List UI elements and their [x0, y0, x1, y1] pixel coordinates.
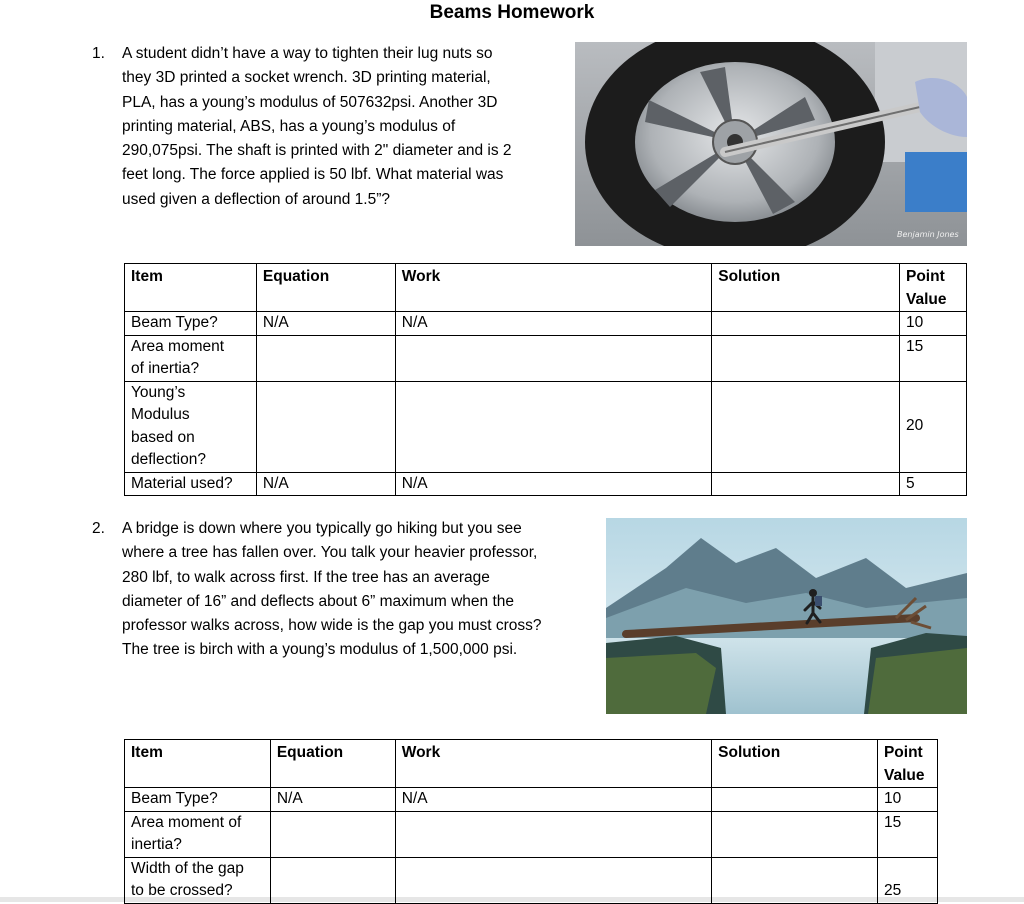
question-1-line: printing material, ABS, has a young’s modulus of [122, 117, 456, 135]
table-row [125, 472, 967, 496]
question-2-number: 2. [92, 520, 105, 537]
question-1 [92, 42, 572, 212]
cell-item [125, 335, 257, 381]
cell-item-line: Modulus [131, 406, 190, 423]
log-bridge-illustration [606, 518, 967, 714]
question-2-line: 280 lbf, to walk across first. If the tree has an average [122, 568, 490, 586]
header-work: Work [395, 264, 711, 312]
header-work: Work [395, 740, 711, 788]
table-header-row [125, 740, 938, 788]
table-1 [124, 263, 967, 496]
log-bridge-hiker-photo [606, 518, 967, 714]
cell-item-line: based on [131, 428, 195, 446]
cell-solution[interactable] [712, 335, 900, 381]
cell-work[interactable]: N/A [395, 788, 711, 812]
header-point-value [877, 740, 937, 788]
cell-solution[interactable] [712, 312, 900, 336]
cell-points: 20 [900, 381, 967, 472]
cell-work[interactable]: N/A [395, 472, 711, 496]
cell-item-line: Area moment of [131, 813, 242, 831]
table-row [125, 312, 967, 336]
cell-points: 10 [877, 788, 937, 812]
header-point-line: Point [883, 744, 923, 761]
cell-work[interactable] [395, 381, 711, 472]
cell-item [125, 381, 257, 472]
table-2 [124, 739, 938, 904]
cell-item: Beam Type? [125, 788, 271, 812]
question-1-line: they 3D printed a socket wrench. 3D printing material, [122, 69, 491, 87]
cell-solution[interactable] [712, 472, 900, 496]
cell-equation[interactable] [256, 381, 395, 472]
question-2-line: diameter of 16” and deflects about 6” maximum when the [122, 592, 515, 610]
header-point-value [900, 264, 967, 312]
cell-item [125, 857, 271, 903]
cell-item-line: deflection? [131, 451, 206, 468]
wheel-wrench-photo [575, 42, 967, 246]
header-value-line: Value [906, 290, 947, 308]
header-item: Item [125, 264, 257, 312]
cell-work[interactable] [395, 335, 711, 381]
question-1-line: PLA, has a young’s modulus of 507632psi. Another 3D [122, 93, 498, 111]
cell-equation[interactable] [270, 857, 395, 903]
table-row [125, 335, 967, 381]
cell-equation[interactable] [270, 811, 395, 857]
cell-points: 15 [877, 811, 937, 857]
cell-item-line: Width of the gap [131, 859, 244, 877]
cell-solution[interactable] [712, 788, 878, 812]
cell-solution[interactable] [712, 811, 878, 857]
cell-item: Material used? [125, 472, 257, 496]
cell-item-line: to be crossed? [131, 882, 233, 899]
question-2-line: The tree is birch with a young’s modulus of 1,500,000 psi. [122, 641, 518, 659]
cell-points: 25 [877, 857, 937, 903]
cell-solution[interactable] [712, 381, 900, 472]
cell-equation[interactable]: N/A [256, 472, 395, 496]
question-2 [92, 517, 592, 663]
cell-solution[interactable] [712, 857, 878, 903]
cell-item [125, 811, 271, 857]
question-1-line: used given a deflection of around 1.5”? [122, 190, 390, 208]
question-2-line: A bridge is down where you typically go hiking but you see [122, 520, 522, 537]
cell-points: 15 [900, 335, 967, 381]
header-item: Item [125, 740, 271, 788]
cell-work[interactable] [395, 811, 711, 857]
photo-watermark: Benjamin Jones [897, 230, 959, 239]
table-header-row [125, 264, 967, 312]
cell-work[interactable] [395, 857, 711, 903]
question-2-line: professor walks across, how wide is the gap you must cross? [122, 617, 542, 635]
header-point-line: Point [906, 268, 945, 285]
header-solution: Solution [712, 740, 878, 788]
cell-equation[interactable] [256, 335, 395, 381]
table-row [125, 788, 938, 812]
question-1-line: A student didn’t have a way to tighten their lug nuts so [122, 45, 493, 62]
table-row [125, 857, 938, 903]
header-equation: Equation [270, 740, 395, 788]
table-row [125, 381, 967, 472]
cell-equation[interactable]: N/A [270, 788, 395, 812]
cell-points: 10 [900, 312, 967, 336]
wheel-wrench-illustration [575, 42, 967, 246]
table-row [125, 811, 938, 857]
question-2-line: where a tree has fallen over. You talk your heavier professor, [122, 544, 538, 562]
cell-equation[interactable]: N/A [256, 312, 395, 336]
document-title: Beams Homework [429, 2, 595, 23]
header-solution: Solution [712, 264, 900, 312]
cell-item-line: Area moment [131, 337, 225, 355]
question-1-number: 1. [92, 45, 105, 62]
question-1-line: 290,075psi. The shaft is printed with 2" diameter and is 2 [122, 142, 512, 160]
cell-points: 5 [900, 472, 967, 496]
cell-work[interactable]: N/A [395, 312, 711, 336]
cell-item-line: Young’s [131, 383, 186, 401]
cell-item: Beam Type? [125, 312, 257, 336]
question-1-line: feet long. The force applied is 50 lbf. What material was [122, 166, 504, 184]
cell-item-line: of inertia? [131, 360, 200, 377]
header-equation: Equation [256, 264, 395, 312]
header-value-line: Value [883, 766, 925, 784]
cell-item-line: inertia? [131, 836, 182, 853]
